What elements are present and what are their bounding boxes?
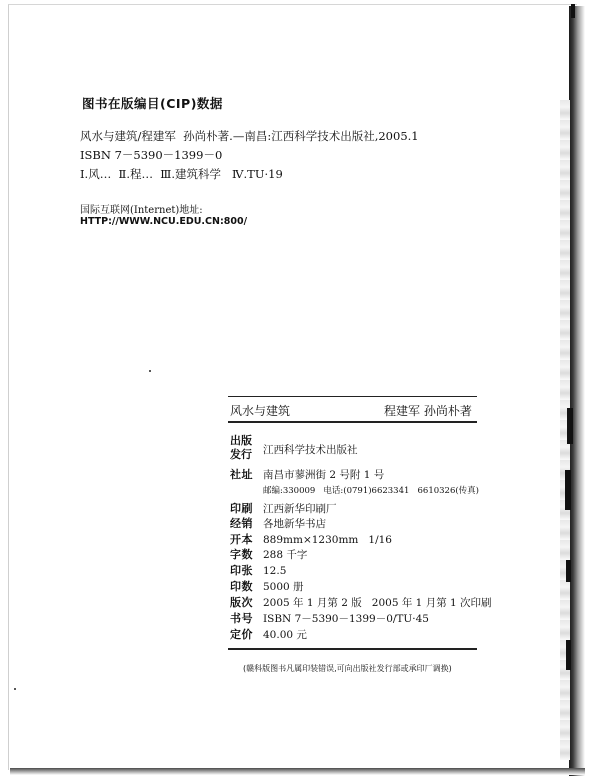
printer-value: 江西新华印刷厂 (263, 503, 337, 515)
cip-isbn-line: ISBN 7－5390－1399－0 (80, 148, 223, 162)
page-bottom-shadow (10, 768, 585, 775)
booknumber-row (230, 610, 429, 626)
format-label: 开本 (230, 533, 253, 546)
booknumber-label: 书号 (230, 612, 253, 625)
web-address-label: 国际互联网(Internet)地址: (80, 205, 203, 216)
format-row (230, 531, 392, 547)
price-label: 定价 (230, 628, 253, 641)
address-label: 社址 (230, 468, 253, 481)
book-authors: 程建军 孙尚朴著 (384, 404, 472, 418)
sheets-row (230, 562, 286, 578)
title-rule (228, 421, 477, 423)
distributor-label: 经销 (230, 517, 253, 530)
price-value: 40.00 元 (263, 629, 307, 641)
footnote: (赣科版图书凡属印装错误,可向出版社发行部或承印厂调换) (243, 664, 452, 673)
publisher-row (230, 442, 358, 457)
address-row (230, 466, 384, 482)
printer-row (230, 500, 337, 516)
scan-mark (571, 4, 575, 18)
printer-label: 印刷 (230, 502, 253, 515)
address-value: 南昌市蓼洲街 2 号附 1 号 (263, 469, 385, 481)
wordcount-row (230, 546, 307, 562)
edition-row (230, 594, 492, 610)
printrun-label: 印数 (230, 580, 253, 593)
scan-mark (566, 640, 571, 670)
cip-title-line: 风水与建筑/程建军 孙尚朴著.—南昌:江西科学技术出版社,2005.1 (80, 129, 419, 143)
book-title: 风水与建筑 (230, 404, 291, 418)
edition-value: 2005 年 1 月第 2 版 2005 年 1 月第 1 次印刷 (263, 597, 492, 609)
top-rule (228, 396, 477, 397)
sheets-label: 印张 (230, 564, 253, 577)
scan-mark (567, 408, 573, 444)
sheets-value: 12.5 (263, 565, 287, 577)
bottom-rule (228, 648, 477, 650)
printrun-value: 5000 册 (263, 581, 304, 593)
publisher-label: 出版 发行 (230, 434, 252, 461)
wordcount-value: 288 千字 (263, 549, 308, 561)
price-row (230, 626, 307, 642)
cip-subjects-line: Ⅰ.风… Ⅱ.程… Ⅲ.建筑科学 Ⅳ.TU·19 (80, 167, 283, 181)
edition-label: 版次 (230, 596, 253, 609)
printrun-row (230, 578, 304, 594)
scan-mark (565, 470, 571, 510)
speck (14, 688, 16, 690)
contact-value: 邮编:330009 电话:(0791)6623341 6610326(传真) (263, 486, 479, 496)
cip-heading: 图书在版编目(CIP)数据 (82, 96, 223, 111)
page-edge-shadow (569, 6, 585, 776)
web-address-url: HTTP://WWW.NCU.EDU.CN:800/ (80, 216, 248, 227)
scan-mark (566, 560, 571, 582)
speck (149, 370, 151, 372)
distributor-row (230, 515, 326, 531)
wordcount-label: 字数 (230, 548, 253, 561)
format-value: 889mm×1230mm 1/16 (263, 534, 392, 546)
page-sheet (8, 4, 577, 770)
distributor-value: 各地新华书店 (263, 518, 326, 530)
booknumber-value: ISBN 7－5390－1399－0/TU·45 (263, 613, 429, 625)
publisher-value: 江西科学技术出版社 (263, 444, 358, 456)
contact-row (230, 484, 479, 496)
